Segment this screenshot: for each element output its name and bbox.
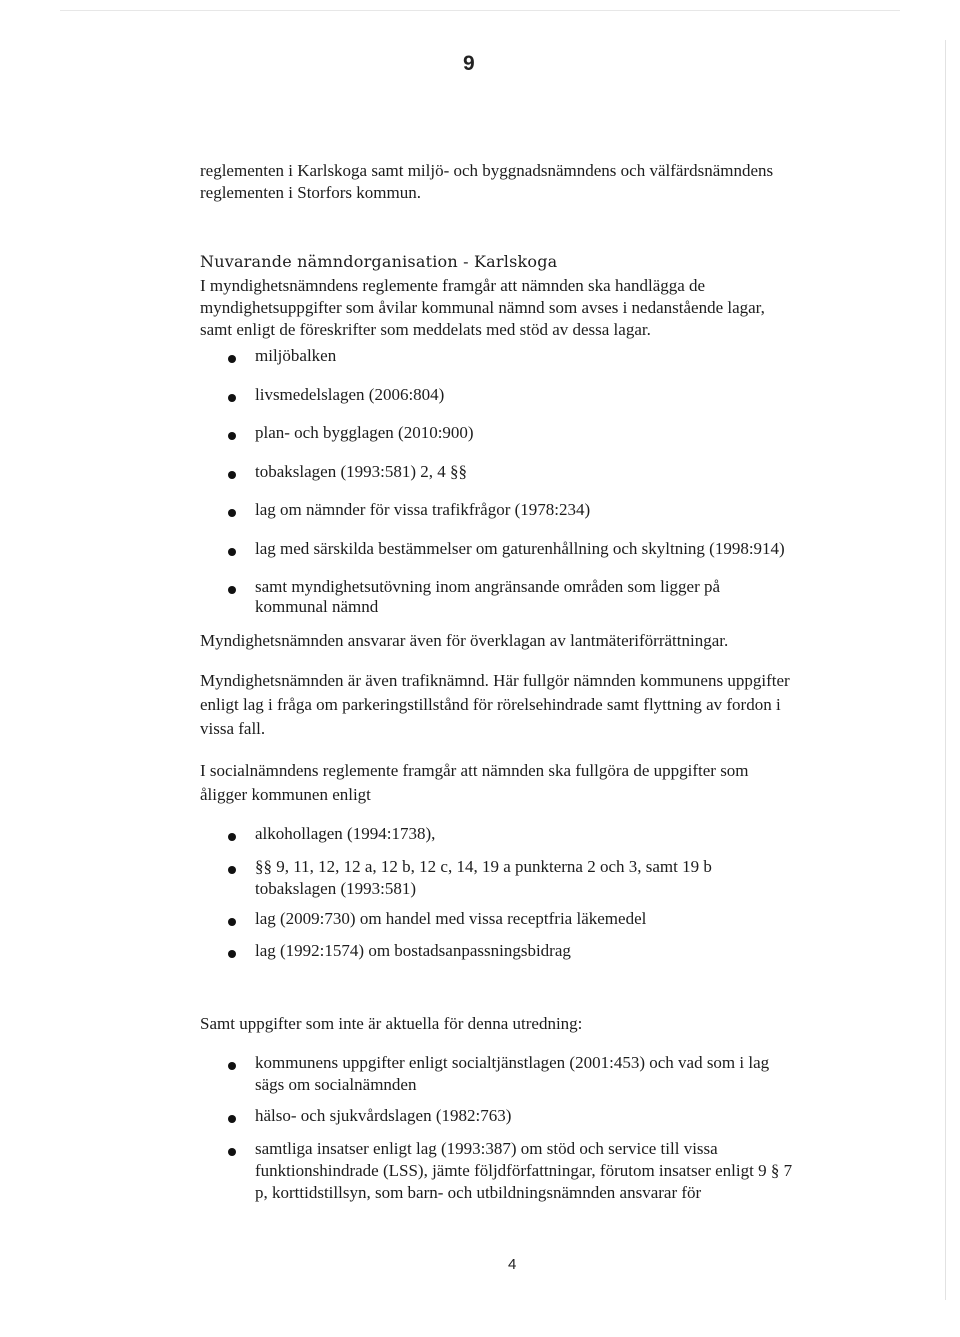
social-intro-line-2: åligger kommunen enligt bbox=[200, 785, 371, 804]
bullet-icon bbox=[228, 1115, 236, 1123]
bullet-icon bbox=[228, 918, 236, 926]
bullet-icon bbox=[228, 471, 236, 479]
bullet-icon bbox=[228, 866, 236, 874]
bullet-icon bbox=[228, 1148, 236, 1156]
law-item: miljöbalken bbox=[255, 346, 337, 365]
page-number-bottom: 4 bbox=[508, 1256, 517, 1273]
law-item: lag med särskilda bestämmelser om gaturenhållning och skyltning (1998:914) bbox=[255, 539, 785, 558]
bullet-icon bbox=[228, 355, 236, 363]
bullet-icon bbox=[228, 509, 236, 517]
other-item-line: sägs om socialnämnden bbox=[255, 1075, 417, 1094]
bullet-icon bbox=[228, 1062, 236, 1070]
scan-edge bbox=[945, 40, 946, 1300]
social-item-line: tobakslagen (1993:581) bbox=[255, 879, 416, 898]
law-item: tobakslagen (1993:581) 2, 4 §§ bbox=[255, 462, 467, 481]
other-item-line: p, korttidstillsyn, som barn- och utbildningsnämnden ansvarar för bbox=[255, 1183, 702, 1202]
bullet-icon bbox=[228, 950, 236, 958]
social-item: lag (1992:1574) om bostadsanpassningsbidrag bbox=[255, 941, 571, 960]
law-item: lag om nämnder för vissa trafikfrågor (1978:234) bbox=[255, 500, 591, 519]
para-line-3: samt enligt de föreskrifter som meddelats med stöd av dessa lagar. bbox=[200, 320, 651, 339]
social-item: lag (2009:730) om handel med vissa receptfria läkemedel bbox=[255, 909, 647, 928]
bullet-icon bbox=[228, 586, 236, 594]
trafik-line-3: vissa fall. bbox=[200, 719, 266, 738]
trafik-line-2: enligt lag i fråga om parkeringstillstånd för rörelsehindrade samt flyttning av fordon i bbox=[200, 695, 781, 714]
intro-line-1: reglementen i Karlskoga samt miljö- och byggnadsnämndens och välfärdsnämndens bbox=[200, 161, 774, 180]
law-item: livsmedelslagen (2006:804) bbox=[255, 385, 445, 404]
scan-noise bbox=[60, 10, 900, 11]
law-item-line: samt myndighetsutövning inom angränsande områden som ligger på bbox=[255, 577, 721, 596]
other-item: hälso- och sjukvårdslagen (1982:763) bbox=[255, 1106, 512, 1125]
other-item-line: samtliga insatser enligt lag (1993:387) om stöd och service till vissa bbox=[255, 1139, 718, 1158]
law-item: plan- och bygglagen (2010:900) bbox=[255, 423, 474, 442]
page-number-top: 9 bbox=[463, 52, 475, 75]
intro-line-2: reglementen i Storfors kommun. bbox=[200, 183, 421, 202]
social-item: alkohollagen (1994:1738), bbox=[255, 824, 436, 843]
lantmateri-text: Myndighetsnämnden ansvarar även för överklagan av lantmäteriförrättningar. bbox=[200, 631, 729, 650]
bullet-icon bbox=[228, 833, 236, 841]
law-item-line: kommunal nämnd bbox=[255, 597, 379, 616]
trafik-line-1: Myndighetsnämnden är även trafiknämnd. Här fullgör nämnden kommunens uppgifter bbox=[200, 671, 790, 690]
social-intro-line-1: I socialnämndens reglemente framgår att nämnden ska fullgöra de uppgifter som bbox=[200, 761, 749, 780]
social-item-line: §§ 9, 11, 12, 12 a, 12 b, 12 c, 14, 19 a punkterna 2 och 3, samt 19 b bbox=[255, 857, 712, 876]
para-line-2: myndighetsuppgifter som åvilar kommunal nämnd som avses i nedanstående lagar, bbox=[200, 298, 765, 317]
para-line-1: I myndighetsnämndens reglemente framgår att nämnden ska handlägga de bbox=[200, 276, 706, 295]
bullet-icon bbox=[228, 548, 236, 556]
other-item-line: funktionshindrade (LSS), jämte följdförfattningar, förutom insatser enligt 9 § 7 bbox=[255, 1161, 793, 1180]
bullet-icon bbox=[228, 432, 236, 440]
bullet-icon bbox=[228, 394, 236, 402]
other-intro: Samt uppgifter som inte är aktuella för denna utredning: bbox=[200, 1014, 583, 1033]
other-item-line: kommunens uppgifter enligt socialtjänstlagen (2001:453) och vad som i lag bbox=[255, 1053, 770, 1072]
section-heading: Nuvarande nämndorganisation - Karlskoga bbox=[200, 252, 558, 271]
